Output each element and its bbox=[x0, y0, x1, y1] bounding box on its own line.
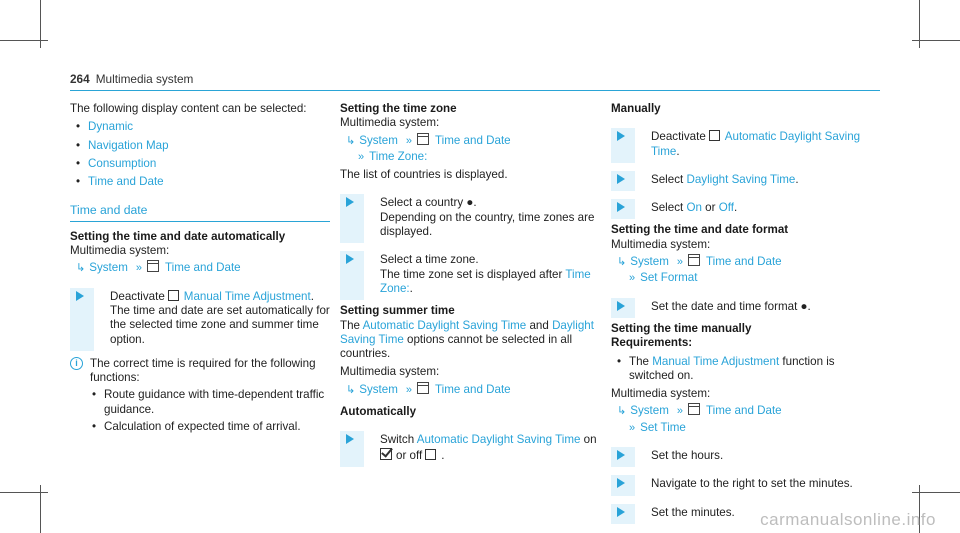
menu-path: » Set Format bbox=[629, 271, 698, 285]
step-arrow-icon bbox=[617, 202, 625, 212]
menu-path: ↳ System » Time and Date bbox=[346, 382, 511, 396]
checkbox-icon bbox=[168, 290, 179, 301]
menu-path: » Set Time bbox=[629, 420, 686, 434]
return-arrow-icon: ↳ bbox=[76, 262, 86, 275]
step-arrow-icon bbox=[76, 291, 84, 301]
menu-path: ↳ System » Time and Date bbox=[346, 133, 511, 147]
instruction-step: Set the minutes. bbox=[611, 506, 876, 520]
heading: Setting the time and date format bbox=[611, 223, 789, 237]
list-item: • Consumption bbox=[76, 156, 157, 170]
section-title: Multimedia system bbox=[95, 72, 194, 86]
instruction-step: Select a country ●. Depending on the country, time zones are displayed. bbox=[340, 196, 600, 239]
multimedia-label: Multimedia system: bbox=[611, 237, 711, 251]
body-text: The Automatic Daylight Saving Time and Daylight Saving Time options cannot be selected in all countries. bbox=[340, 318, 594, 361]
list-item: • Calculation of expected time of arrival. bbox=[92, 420, 301, 434]
instruction-step: Deactivate Automatic Daylight Saving Time. bbox=[611, 130, 876, 159]
page-header bbox=[70, 72, 193, 86]
double-chevron-icon: » bbox=[405, 134, 412, 147]
menu-path: ↳ System » Time and Date bbox=[617, 255, 782, 269]
column-1 bbox=[70, 102, 330, 434]
double-chevron-icon: » bbox=[135, 262, 142, 275]
page-number: 264 bbox=[70, 72, 90, 86]
step-arrow-icon bbox=[346, 254, 354, 264]
step-arrow-icon bbox=[617, 507, 625, 517]
double-chevron-icon: » bbox=[676, 405, 683, 418]
return-arrow-icon: ↳ bbox=[617, 256, 627, 269]
step-arrow-icon bbox=[617, 301, 625, 311]
heading: Setting the time manually bbox=[611, 321, 752, 335]
calendar-icon bbox=[417, 133, 429, 145]
crop-mark bbox=[912, 40, 960, 41]
multimedia-label: Multimedia system: bbox=[340, 116, 440, 130]
instruction-step: Deactivate Manual Time Adjustment. The time and date are set automatically for the selected time zone and summer time option. bbox=[70, 290, 330, 347]
step-arrow-icon bbox=[617, 450, 625, 460]
step-arrow-icon bbox=[617, 131, 625, 141]
calendar-icon bbox=[688, 254, 700, 266]
calendar-icon bbox=[147, 260, 159, 272]
list-item: • Route guidance with time-dependent traffic guidance. bbox=[92, 388, 325, 416]
double-chevron-icon: » bbox=[629, 421, 636, 434]
column-3 bbox=[611, 102, 876, 520]
crop-mark bbox=[0, 492, 48, 493]
checkbox-icon bbox=[425, 449, 436, 460]
list-item: • Dynamic bbox=[76, 120, 134, 134]
menu-path: ↳ System » Time and Date bbox=[617, 404, 782, 418]
double-chevron-icon: » bbox=[629, 272, 636, 285]
header-rule bbox=[70, 90, 880, 91]
double-chevron-icon: » bbox=[358, 150, 365, 163]
calendar-icon bbox=[417, 382, 429, 394]
return-arrow-icon: ↳ bbox=[346, 134, 356, 147]
list-item: • The Manual Time Adjustment function is switched on. bbox=[617, 354, 835, 382]
list-item: • Navigation Map bbox=[76, 138, 169, 152]
double-chevron-icon: » bbox=[405, 383, 412, 396]
list-item: • Time and Date bbox=[76, 175, 164, 189]
multimedia-label: Multimedia system: bbox=[340, 365, 440, 379]
instruction-step: Select On or Off. bbox=[611, 201, 876, 215]
heading: Setting the time and date automatically bbox=[70, 229, 286, 243]
crop-mark bbox=[0, 40, 48, 41]
info-icon: i bbox=[70, 357, 83, 370]
instruction-step: Switch Automatic Daylight Saving Time on or off . bbox=[340, 433, 600, 463]
instruction-step: Navigate to the right to set the minutes. bbox=[611, 477, 876, 491]
checkbox-icon bbox=[709, 130, 720, 141]
watermark: carmanualsonline.info bbox=[760, 509, 936, 529]
step-arrow-icon bbox=[346, 434, 354, 444]
heading: Setting the time zone bbox=[340, 102, 457, 115]
instruction-step: Set the hours. bbox=[611, 449, 876, 463]
return-arrow-icon: ↳ bbox=[617, 405, 627, 418]
crop-mark bbox=[912, 492, 960, 493]
menu-path: ↳ System » Time and Date bbox=[76, 261, 241, 275]
column-2 bbox=[340, 102, 600, 463]
instruction-step: Set the date and time format ●. bbox=[611, 300, 876, 314]
multimedia-label: Multimedia system: bbox=[70, 244, 170, 258]
instruction-step: Select a time zone. The time zone set is displayed after Time Zone:. bbox=[340, 253, 600, 296]
step-arrow-icon bbox=[346, 197, 354, 207]
heading: Manually bbox=[611, 102, 661, 115]
step-arrow-icon bbox=[617, 174, 625, 184]
heading: Setting summer time bbox=[340, 304, 455, 318]
double-chevron-icon: » bbox=[676, 256, 683, 269]
return-arrow-icon: ↳ bbox=[346, 383, 356, 396]
multimedia-label: Multimedia system: bbox=[611, 387, 711, 401]
calendar-icon bbox=[688, 403, 700, 415]
heading: Automatically bbox=[340, 405, 417, 419]
checked-checkbox-icon bbox=[380, 448, 392, 460]
info-note: i The correct time is required for the following functions: • Route guidance with time-dependent traffic guidance. • Calculation of expected time of arrival. bbox=[70, 357, 330, 434]
step-arrow-icon bbox=[617, 478, 625, 488]
intro-text: The following display content can be selected: bbox=[70, 102, 307, 115]
instruction-step: Select Daylight Saving Time. bbox=[611, 173, 876, 187]
body-text: The list of countries is displayed. bbox=[340, 168, 508, 182]
requirements-label: Requirements: bbox=[611, 336, 693, 350]
section-heading: Time and date bbox=[70, 203, 330, 221]
menu-path: » Time Zone: bbox=[358, 149, 428, 163]
